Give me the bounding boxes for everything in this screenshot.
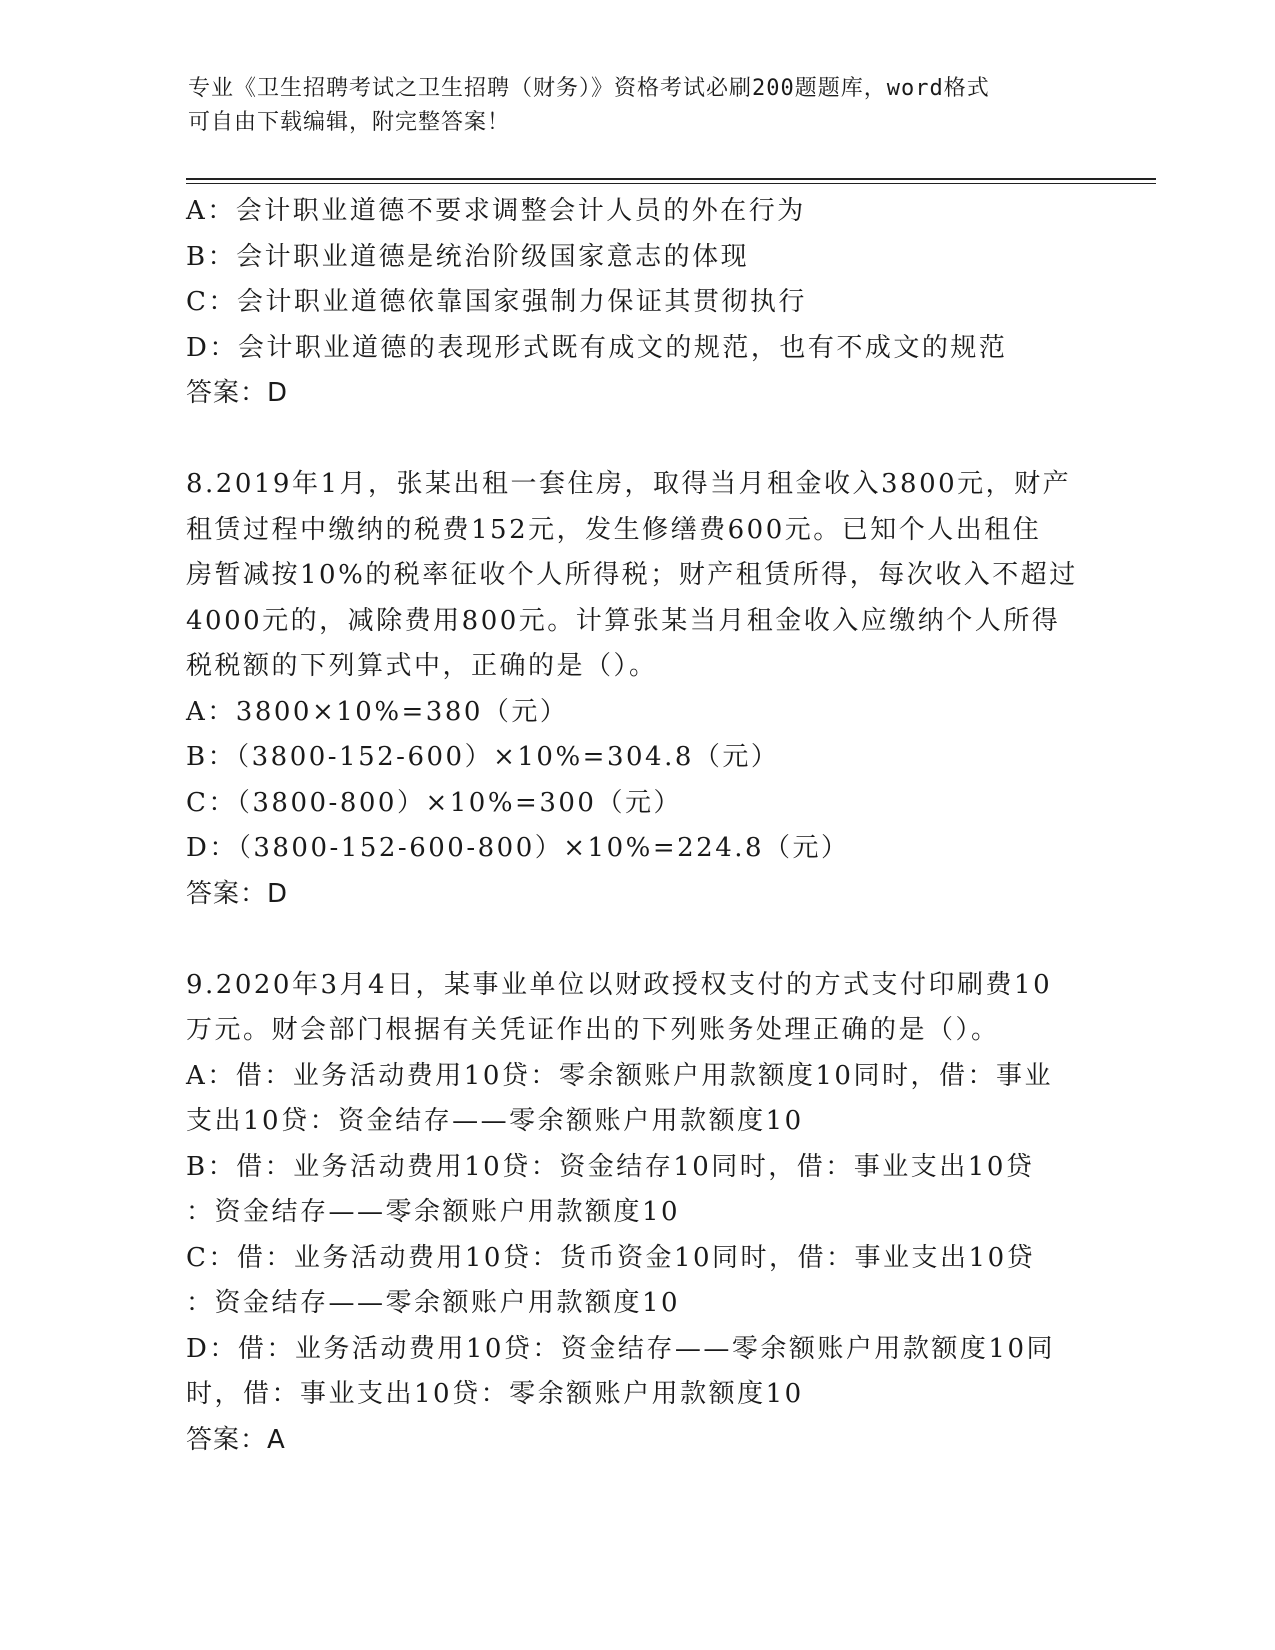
question-8 — [186, 462, 1086, 917]
header-divider-thin — [186, 183, 1156, 184]
option-a: A：3800×10%=380（元） — [186, 696, 569, 727]
document-header — [188, 72, 1068, 140]
option-c-line-1: C：借：业务活动费用10贷：货币资金10同时，借：事业支出10贷 — [186, 1242, 1036, 1273]
question-stem-line: 房暂减按10%的税率征收个人所得税；财产租赁所得，每次收入不超过 — [186, 560, 1078, 590]
question-stem-line: 万元。财会部门根据有关凭证作出的下列账务处理正确的是（）。 — [186, 1015, 1000, 1045]
option-a-line-1: A：借：业务活动费用10贷：零余额账户用款额度10同时，借：事业 — [186, 1060, 1053, 1091]
option-b: B：会计职业道德是统治阶级国家意志的体现 — [186, 241, 750, 272]
answer-line: 答案：D — [186, 378, 289, 408]
spacer — [186, 917, 1086, 963]
answer-line: 答案：A — [186, 1424, 286, 1455]
question-stem-line: 8.2019年1月，张某出租一套住房，取得当月租金收入3800元，财产 — [186, 469, 1072, 499]
question-stem-line: 税税额的下列算式中，正确的是（）。 — [186, 651, 658, 681]
question-content — [186, 189, 1086, 1463]
option-c: C：（3800-800）×10%=300（元） — [186, 787, 682, 818]
option-b: B：（3800-152-600）×10%=304.8（元） — [186, 742, 780, 772]
header-line-2: 可自由下载编辑，附完整答案！ — [188, 110, 511, 135]
option-d: D：（3800-152-600-800）×10%=224.8（元） — [186, 833, 850, 863]
question-7 — [186, 189, 1086, 417]
option-b-line-1: B：借：业务活动费用10贷：资金结存10同时，借：事业支出10贷 — [186, 1151, 1035, 1182]
question-stem-line: 9.2020年3月4日，某事业单位以财政授权支付的方式支付印刷费10 — [186, 969, 1053, 1000]
option-b-line-2: ：资金结存——零余额账户用款额度10 — [186, 1197, 681, 1227]
option-d-line-2: 时，借：事业支出10贷：零余额账户用款额度10 — [186, 1379, 804, 1409]
option-d-line-1: D：借：业务活动费用10贷：资金结存——零余额账户用款额度10同 — [186, 1333, 1056, 1364]
option-c: C：会计职业道德依靠国家强制力保证其贯彻执行 — [186, 287, 807, 317]
option-d: D：会计职业道德的表现形式既有成文的规范，也有不成文的规范 — [186, 332, 1008, 363]
header-divider-thick — [186, 178, 1156, 180]
option-a: A：会计职业道德不要求调整会计人员的外在行为 — [186, 196, 806, 226]
option-c-line-2: ：资金结存——零余额账户用款额度10 — [186, 1288, 681, 1318]
answer-line: 答案：D — [186, 878, 289, 909]
question-stem-line: 4000元的，减除费用800元。计算张某当月租金收入应缴纳个人所得 — [186, 605, 1061, 636]
question-9 — [186, 963, 1086, 1464]
option-a-line-2: 支出10贷：资金结存——零余额账户用款额度10 — [186, 1106, 804, 1136]
question-stem-line: 租赁过程中缴纳的税费152元，发生修缮费600元。已知个人出租住 — [186, 514, 1042, 545]
header-line-1: 专业《卫生招聘考试之卫生招聘（财务）》资格考试必刷200题题库，word格式 — [188, 76, 990, 101]
spacer — [186, 417, 1086, 463]
